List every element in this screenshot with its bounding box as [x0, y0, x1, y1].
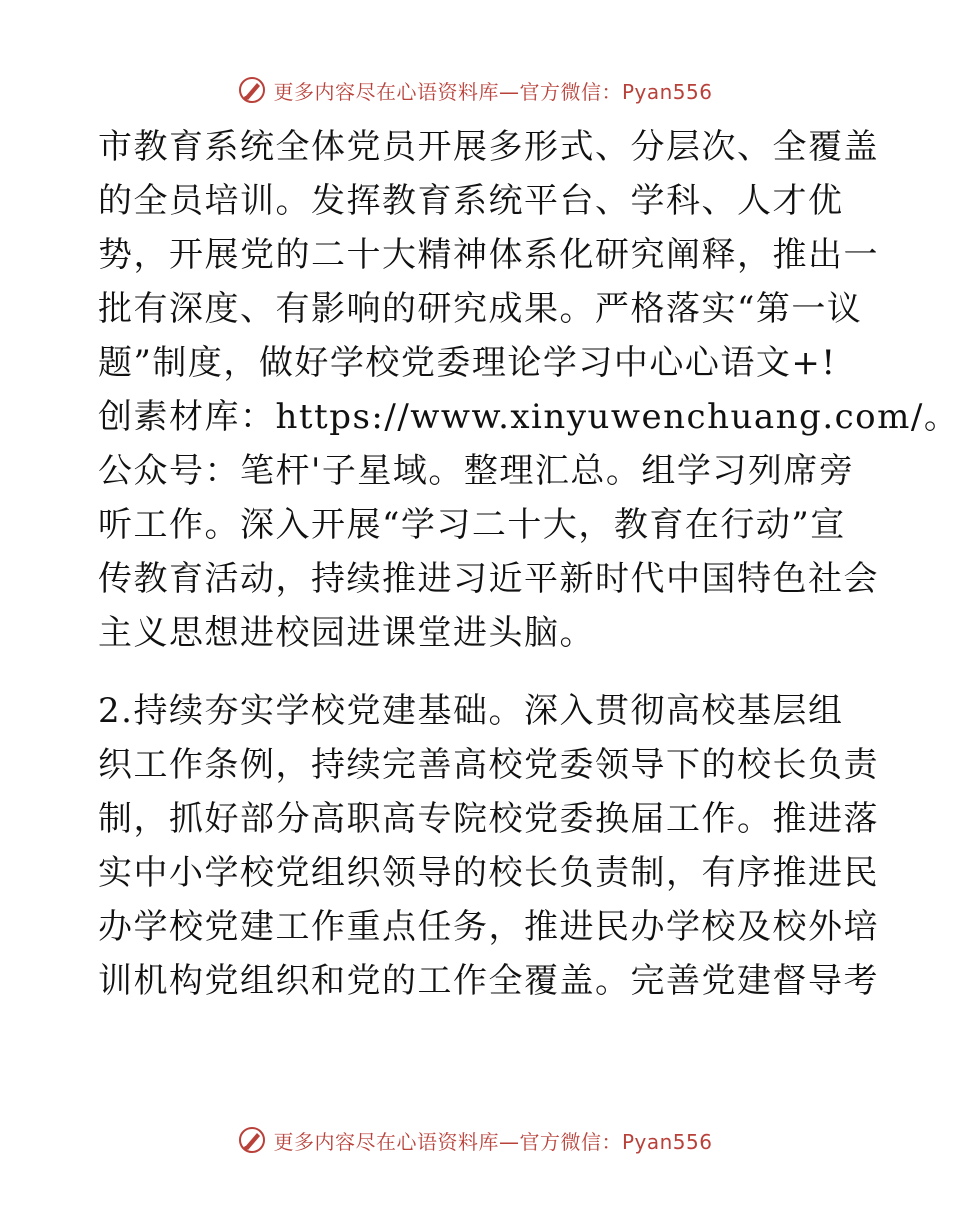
text-line: 题”制度，做好学校党委理论学习中心心语文+!	[98, 343, 837, 383]
pen-logo-icon	[237, 75, 267, 105]
header-banner	[0, 70, 950, 110]
text-line: 2.持续夯实学校党建基础。深入贯彻高校基层组	[98, 691, 844, 731]
text-line: 训机构党组织和党的工作全覆盖。完善党建督导考	[98, 961, 879, 1001]
text-line: 势，开展党的二十大精神体系化研究阐释，推出一	[98, 235, 879, 275]
text-line: 制，抓好部分高职高专院校党委换届工作。推进落	[98, 799, 879, 839]
text-line: 传教育活动，持续推进习近平新时代中国特色社会	[98, 559, 879, 599]
text-line: 办学校党建工作重点任务，推进民办学校及校外培	[98, 907, 879, 947]
text-line: 市教育系统全体党员开展多形式、分层次、全覆盖	[98, 127, 879, 167]
document-body	[98, 120, 959, 1008]
text-line: 创素材库：https://www.xinyuwenchuang.com/。	[98, 397, 959, 437]
text-line: 公众号：笔杆'子星域。整理汇总。组学习列席旁	[98, 451, 855, 491]
paragraph-spacer	[98, 660, 858, 684]
text-line: 批有深度、有影响的研究成果。严格落实“第一议	[98, 289, 863, 329]
paragraph-1	[98, 120, 959, 660]
paragraph-2	[98, 684, 879, 1008]
pen-logo-icon	[237, 1125, 267, 1155]
text-line: 实中小学校党组织领导的校长负责制，有序推进民	[98, 853, 879, 893]
footer-banner-text: 更多内容尽在心语资料库—官方微信：Pyan556	[273, 1129, 713, 1154]
text-line: 听工作。深入开展“学习二十大，教育在行动”宣	[98, 505, 846, 545]
text-line: 织工作条例，持续完善高校党委领导下的校长负责	[98, 745, 879, 785]
header-banner-text: 更多内容尽在心语资料库—官方微信：Pyan556	[273, 79, 713, 104]
text-line: 的全员培训。发挥教育系统平台、学科、人才优	[98, 181, 844, 221]
footer-banner	[0, 1120, 950, 1160]
text-line: 主义思想进校园进课堂进头脑。	[98, 613, 595, 653]
